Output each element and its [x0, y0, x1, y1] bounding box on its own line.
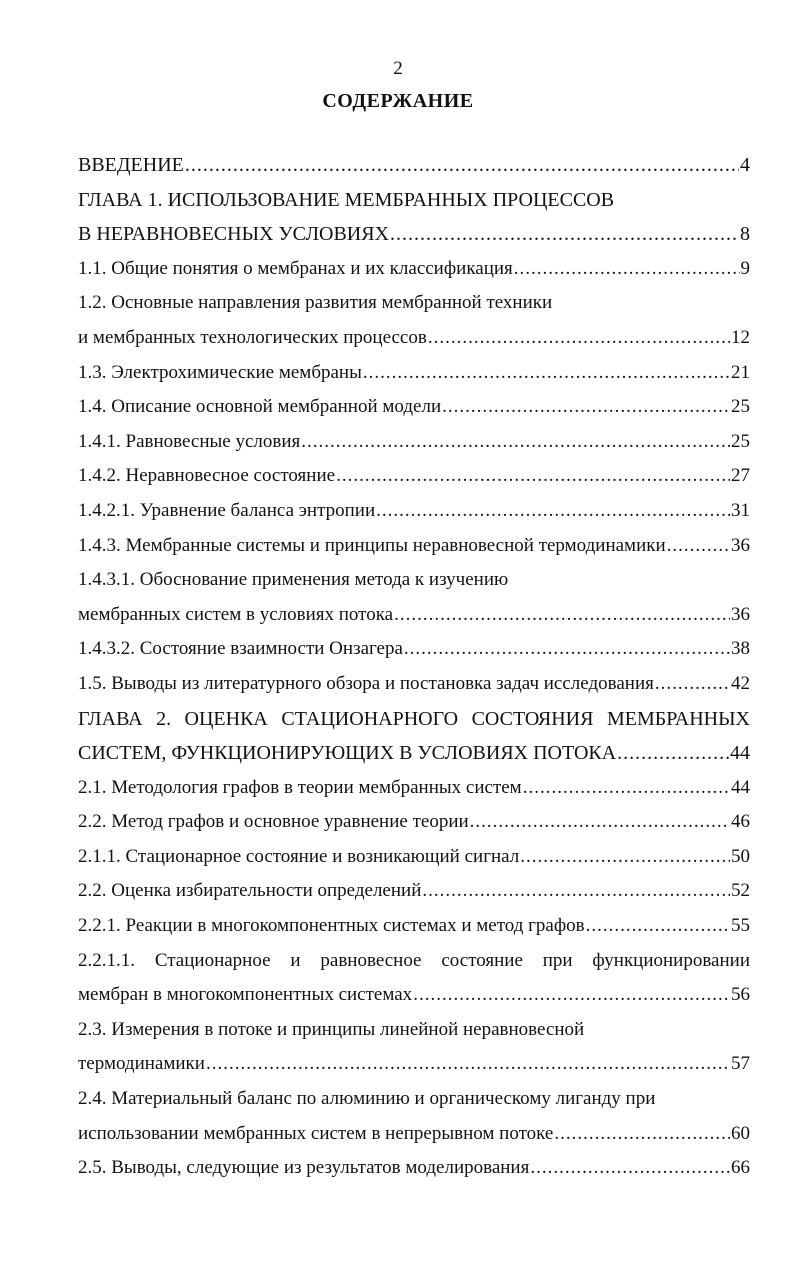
toc-entry-heading[interactable]: [78, 563, 750, 598]
toc-entry[interactable]: [78, 1151, 750, 1186]
toc-entry-page: 8: [740, 223, 750, 246]
toc-entry[interactable]: [78, 217, 750, 252]
toc-leader-dots: [422, 874, 730, 909]
toc-entry[interactable]: [78, 978, 750, 1013]
toc-leader-dots: [394, 598, 730, 633]
toc-entry[interactable]: [78, 494, 750, 529]
toc-entry-page: 4: [740, 154, 750, 176]
toc-entry-title: мембран в многокомпонентных системах: [78, 984, 413, 1006]
toc-entry-heading[interactable]: [78, 1082, 750, 1117]
toc-entry-title: 1.4.2. Неравновесное состояние: [78, 465, 336, 487]
toc-entry-page: 27: [731, 465, 750, 487]
toc-leader-dots: [655, 667, 730, 702]
toc-entry-page: 42: [731, 672, 750, 694]
toc-entry-title: 2.2. Оценка избирательности определений: [78, 880, 422, 902]
toc-entry[interactable]: [78, 1117, 750, 1152]
toc-entry[interactable]: [78, 148, 750, 183]
toc-entry[interactable]: [78, 356, 750, 391]
toc-entry-title: ВВЕДЕНИЕ: [78, 154, 184, 176]
toc-entry-page: 36: [731, 534, 750, 556]
toc-entry-page: 44: [730, 742, 750, 765]
toc-entry-title: СИСТЕМ, ФУНКЦИОНИРУЮЩИХ В УСЛОВИЯХ ПОТОКА: [78, 742, 617, 765]
toc-leader-dots: [390, 217, 739, 252]
toc-entry-title: 1.3. Электрохимические мембраны: [78, 361, 362, 383]
table-of-contents: [78, 148, 750, 1186]
toc-entry[interactable]: [78, 874, 750, 909]
toc-entry-page: 25: [731, 396, 750, 418]
toc-entry-title: 2.3. Измерения в потоке и принципы линейной неравновесной: [78, 1018, 585, 1040]
toc-leader-dots: [520, 840, 730, 875]
toc-entry-page: 60: [731, 1122, 750, 1144]
toc-entry[interactable]: [78, 425, 750, 460]
toc-leader-dots: [530, 1151, 730, 1186]
toc-leader-dots: [206, 1047, 730, 1082]
toc-entry-page: 46: [731, 811, 750, 833]
toc-entry-title: 2.1.1. Стационарное состояние и возникающий сигнал: [78, 845, 520, 867]
toc-entry-page: 38: [731, 638, 750, 660]
toc-leader-dots: [442, 390, 730, 425]
toc-leader-dots: [617, 736, 729, 771]
toc-leader-dots: [514, 252, 740, 287]
toc-entry-title: ГЛАВА 2. ОЦЕНКА СТАЦИОНАРНОГО СОСТОЯНИЯ МЕМБРАННЫХ: [78, 707, 750, 730]
toc-leader-dots: [523, 771, 730, 806]
toc-entry[interactable]: [78, 840, 750, 875]
toc-entry-title: 2.4. Материальный баланс по алюминию и органическому лиганду при: [78, 1088, 656, 1110]
toc-entry[interactable]: [78, 736, 750, 771]
toc-leader-dots: [586, 909, 730, 944]
toc-entry-title: ГЛАВА 1. ИСПОЛЬЗОВАНИЕ МЕМБРАННЫХ ПРОЦЕССОВ: [78, 188, 615, 211]
toc-entry-page: 44: [731, 776, 750, 798]
page-title: СОДЕРЖАНИЕ: [322, 90, 474, 112]
toc-entry-page: 55: [731, 915, 750, 937]
toc-leader-dots: [376, 494, 730, 529]
toc-entry[interactable]: [78, 667, 750, 702]
toc-entry-title: 2.2.1. Реакции в многокомпонентных системах и метод графов: [78, 915, 585, 937]
toc-entry-title: 2.1. Методология графов в теории мембранных систем: [78, 776, 522, 798]
toc-leader-dots: [185, 148, 739, 183]
toc-entry[interactable]: [78, 805, 750, 840]
toc-entry-heading[interactable]: [78, 183, 750, 218]
toc-leader-dots: [667, 529, 730, 564]
toc-entry-page: 56: [731, 984, 750, 1006]
toc-entry[interactable]: [78, 632, 750, 667]
toc-entry-page: 21: [731, 361, 750, 383]
toc-entry-title: термодинамики: [78, 1053, 205, 1075]
toc-leader-dots: [301, 425, 730, 460]
toc-entry-page: 57: [731, 1053, 750, 1075]
toc-entry-title: 1.2. Основные направления развития мембранной техники: [78, 292, 553, 314]
toc-entry[interactable]: [78, 909, 750, 944]
toc-entry-heading[interactable]: [78, 1013, 750, 1048]
toc-leader-dots: [413, 978, 730, 1013]
toc-entry-title: 1.4.3. Мембранные системы и принципы неравновесной термодинамики: [78, 534, 666, 556]
toc-leader-dots: [363, 356, 730, 391]
toc-entry-title: 1.4. Описание основной мембранной модели: [78, 396, 442, 418]
toc-leader-dots: [554, 1117, 730, 1152]
toc-entry-page: 36: [731, 603, 750, 625]
toc-entry-title: В НЕРАВНОВЕСНЫХ УСЛОВИЯХ: [78, 223, 390, 246]
toc-entry[interactable]: [78, 321, 750, 356]
toc-entry[interactable]: [78, 459, 750, 494]
toc-entry[interactable]: [78, 598, 750, 633]
toc-entry-title: 1.4.3.1. Обоснование применения метода к изучению: [78, 569, 509, 591]
toc-entry-title: 2.2. Метод графов и основное уравнение теории: [78, 811, 469, 833]
toc-entry-title: 1.4.3.2. Состояние взаимности Онзагера: [78, 638, 403, 660]
toc-entry[interactable]: [78, 529, 750, 564]
toc-entry-title: 1.5. Выводы из литературного обзора и постановка задач исследования: [78, 672, 654, 694]
toc-entry-title: 1.1. Общие понятия о мембранах и их классификация: [78, 257, 513, 279]
toc-entry[interactable]: [78, 390, 750, 425]
page-number: 2: [393, 58, 403, 79]
toc-entry-heading[interactable]: [78, 286, 750, 321]
toc-leader-dots: [428, 321, 730, 356]
toc-entry-title: мембранных систем в условиях потока: [78, 603, 394, 625]
toc-entry-page: 52: [731, 880, 750, 902]
toc-entry-title: 1.4.2.1. Уравнение баланса энтропии: [78, 499, 376, 521]
toc-entry-title: использовании мембранных систем в непрерывном потоке: [78, 1122, 554, 1144]
toc-entry-page: 50: [731, 845, 750, 867]
toc-leader-dots: [470, 805, 730, 840]
toc-entry-title: 2.2.1.1. Стационарное и равновесное состояние при функционировании: [78, 949, 750, 971]
toc-leader-dots: [404, 632, 730, 667]
toc-entry[interactable]: [78, 252, 750, 287]
toc-entry-title: 2.5. Выводы, следующие из результатов моделирования: [78, 1157, 530, 1179]
toc-entry-heading[interactable]: [78, 702, 750, 737]
toc-entry-heading[interactable]: [78, 944, 750, 979]
toc-entry-page: 25: [731, 430, 750, 452]
toc-leader-dots: [336, 459, 730, 494]
toc-entry-title: 1.4.1. Равновесные условия: [78, 430, 301, 452]
toc-entry-page: 66: [731, 1157, 750, 1179]
toc-entry-page: 31: [731, 499, 750, 521]
toc-entry-title: и мембранных технологических процессов: [78, 326, 427, 348]
toc-entry-page: 9: [740, 257, 750, 279]
toc-entry[interactable]: [78, 1047, 750, 1082]
toc-entry-page: 12: [731, 326, 750, 348]
toc-entry[interactable]: [78, 771, 750, 806]
